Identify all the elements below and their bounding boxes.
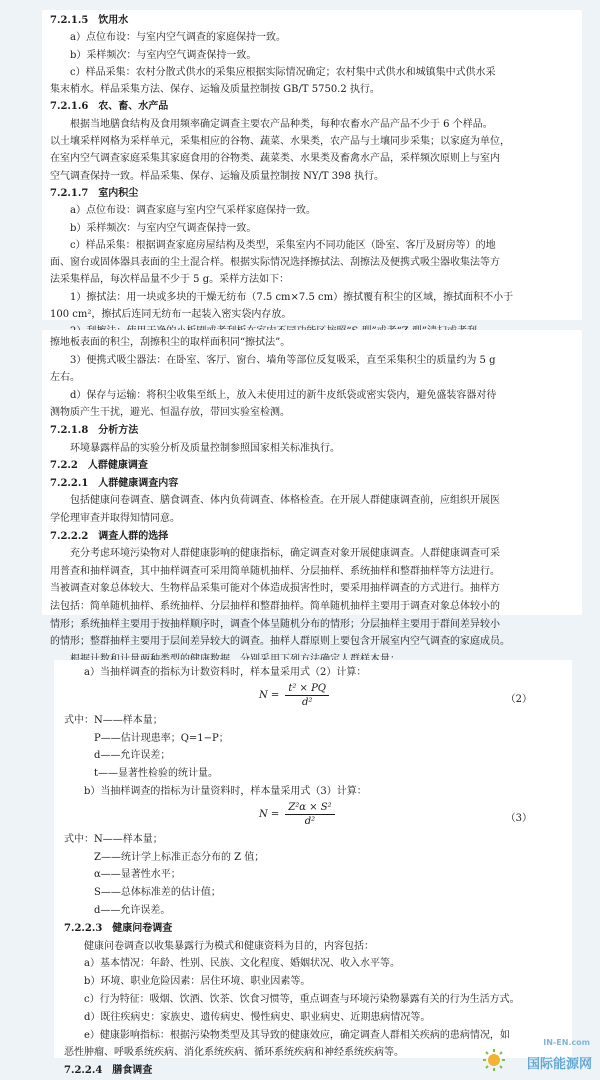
page-3-text-b xyxy=(64,712,562,801)
page-2-line: 7.2.1.8 分析方法 xyxy=(50,424,139,436)
formula-3 xyxy=(64,801,562,831)
page-2-line: 3）便携式吸尘器法：在卧室、客厅、窗台、墙角等部位反复吸采，直至采集积尘的质量约为 5 g xyxy=(70,354,496,366)
page-2-line: 7.2.2 人群健康调查 xyxy=(50,460,148,472)
page-2-line: 环境暴露样品的实验分析及质量控制参照国家相关标准执行。 xyxy=(70,442,340,454)
page-3-line: 7.2.2.3 健康问卷调查 xyxy=(64,922,173,934)
page-1-line: a）点位布设：与室内空气调查的家庭保持一致。 xyxy=(70,32,286,44)
page-2-line: 法包括：简单随机抽样、系统抽样、分层抽样和整群抽样。简单随机抽样主要用于调查对象总体较小的 xyxy=(50,600,500,612)
formula-2-number: （2） xyxy=(505,693,532,705)
page-3-line: e）健康影响指标：根据污染物类型及其导致的健康效应，确定调查人群相关疾病的患病情况，如 xyxy=(84,1029,510,1041)
watermark-name: 国际能源网 xyxy=(526,1057,592,1072)
page-3-line: Z——统计学上标准正态分布的 Z 值； xyxy=(64,851,265,863)
page-1-line: 集末梢水。样品采集方法、保存、运输及质量控制按 GB/T 5750.2 执行。 xyxy=(50,84,380,96)
page-3-line: a）基本情况：年龄、性别、民族、文化程度、婚姻状况、收入水平等。 xyxy=(84,958,400,970)
page-3-line: c）行为特征：吸烟、饮酒、饮茶、饮食习惯等，重点调查与环境污染物暴露有关的行为生活方式。 xyxy=(84,993,520,1005)
document-page-2 xyxy=(42,330,582,648)
page-2-line: 用普查和抽样调查，其中抽样调查可采用简单随机抽样、分层抽样、系统抽样和整群抽样等方法进行。 xyxy=(50,565,500,577)
page-1-line: c）样品采集：根据调查家庭房屋结构及类型，采集室内不同功能区（卧室、客厅及厨房等）的地 xyxy=(70,239,496,251)
page-2-line: 学伦理审查并取得知情同意。 xyxy=(50,512,180,524)
page-1-line: 以土壤采样网格为采样单元，采集相应的谷物、蔬菜、水果类，农产品与土壤同步采集；以家庭为单位， xyxy=(50,136,510,148)
page-1-line: a）点位布设：调查家庭与室内空气采样家庭保持一致。 xyxy=(70,205,316,217)
watermark-logo xyxy=(482,1038,592,1072)
page-1-line: b）采样频次：与室内空气调查保持一致。 xyxy=(70,49,257,61)
sun-logo-icon xyxy=(482,1048,506,1072)
page-1-line: 7.2.1.5 饮用水 xyxy=(50,15,129,26)
page-2-text xyxy=(50,334,574,668)
page-3-line: 式中：N——样本量； xyxy=(64,714,163,726)
page-1-line: 根据当地膳食结构及食用频率确定调查主要农产品种类，每种农畜水产品产品不少于 6 个样品。 xyxy=(70,118,493,130)
page-2-line: 当被调查对象总体较大、生物样品采集可能对个体造成损害性时，要采用抽样调查的方式进行。抽样方 xyxy=(50,583,500,595)
page-1-line: 面、窗台或固体器具表面的尘土混合样。根据实际情况选择擦拭法、刮擦法及便携式吸尘器收集法等方 xyxy=(50,257,500,269)
page-3-line: t——显著性检验的统计量。 xyxy=(64,768,219,780)
formula-2-numerator: t² × PQ xyxy=(285,682,329,696)
page-1-line: 空气调查保持一致。样品采集、保存、运输及质量控制按 NY/T 398 执行。 xyxy=(50,170,385,182)
page-2-line: 的情形；整群抽样主要用于层间差异较大的调查。抽样人群原则上要包含开展室内空气调查的家庭成员。 xyxy=(50,636,510,648)
page-1-line: 7.2.1.6 农、畜、水产品 xyxy=(50,101,169,113)
page-3-line: b）当抽样调查的指标为计量资料时，样本量采用式（3）计算： xyxy=(84,785,367,797)
page-3-line: d）既往疾病史：家族史、遗传病史、慢性病史、职业病史、近期患病情况等。 xyxy=(84,1011,431,1023)
page-2-line: 7.2.2.2 调查人群的选择 xyxy=(50,530,169,542)
page-1-line: 100 cm²，擦拭后连同无纺布一起装入密实袋内存放。 xyxy=(50,309,292,321)
page-3-line: 恶性肿瘤、呼吸系统疾病、消化系统疾病、循环系统疾病和神经系统疾病等。 xyxy=(64,1047,404,1059)
page-3-line: b）环境、职业危险因素：居住环境、职业因素等。 xyxy=(84,976,311,988)
page-1-line: b）采样频次：与室内空气调查保持一致。 xyxy=(70,222,257,234)
document-page-1 xyxy=(42,10,582,320)
page-2-line: 7.2.2.1 人群健康调查内容 xyxy=(50,477,179,489)
formula-2 xyxy=(64,682,562,712)
page-3-line: d——允许误差； xyxy=(64,750,171,762)
page-1-line: 7.2.1.7 室内积尘 xyxy=(50,187,139,199)
page-3-line: 7.2.2.4 膳食调查 xyxy=(64,1065,153,1077)
page-2-line: 测物质产生干扰，避光、恒温存放，带回实验室检测。 xyxy=(50,407,290,419)
page-2-line: 擦地板表面的积尘，刮擦积尘的取样面积同“擦拭法”。 xyxy=(50,337,291,348)
page-3-line: S——总体标准差的估计值； xyxy=(64,887,221,899)
watermark-domain: IN-EN.com xyxy=(543,1038,590,1047)
page-3-line: 式中：N——样本量； xyxy=(64,833,163,845)
formula-2-denominator: d² xyxy=(301,696,313,708)
page-3-line: a）当抽样调查的指标为计数资料时，样本量采用式（2）计算： xyxy=(84,667,367,678)
page-2-line: 情形；系统抽样主要用于按抽样顺序时，调查个体呈随机分布的情形；分层抽样主要用于群间差异较小 xyxy=(50,618,500,630)
page-1-line: 法采集样品，每次样品量不少于 5 g。采样方法如下： xyxy=(50,274,290,286)
page-3-line: P——估计现患率；Q=1−P； xyxy=(64,732,229,744)
formula-3-number: （3） xyxy=(505,812,532,824)
page-1-line: 在室内空气调查家庭采集其家庭食用的谷物类、蔬菜类、水果类及畜禽水产品，采样频次原则上与室内 xyxy=(50,153,500,165)
page-2-line: 充分考虑环境污染物对人群健康影响的健康指标，确定调查对象开展健康调查。人群健康调查可采 xyxy=(70,548,500,560)
page-3-text-a xyxy=(64,664,562,682)
page-3-line: d——允许误差。 xyxy=(64,904,171,916)
page-3-line: α——显著性水平； xyxy=(64,869,181,881)
formula-3-lhs: N = xyxy=(259,808,280,820)
formula-3-denominator: d² xyxy=(304,815,316,827)
page-3-line: 健康问卷调查以收集暴露行为模式和健康资料为目的，内容包括： xyxy=(84,940,374,952)
formula-3-numerator: Z²α × S² xyxy=(285,801,334,815)
page-1-line: c）样品采集：农村分散式供水的采集应根据实际情况确定；农村集中式供水和城镇集中式供水采 xyxy=(70,66,496,78)
formula-2-lhs: N = xyxy=(259,689,280,701)
page-1-text xyxy=(50,12,574,341)
page-1-line: 1）擦拭法：用一块或多块的干燥无纺布（7.5 cm×7.5 cm）擦拭覆有积尘的区域，擦拭面积不小于 xyxy=(70,291,514,303)
page-2-line: 包括健康问卷调查、膳食调查、体内负荷调查、体格检查。在开展人群健康调查前，应组织开展医 xyxy=(70,495,500,507)
page-2-line: 左右。 xyxy=(50,372,80,384)
page-2-line: d）保存与运输：将积尘收集至纸上，放入未使用过的新牛皮纸袋或密实袋内，避免盛装容器对待 xyxy=(70,389,497,401)
